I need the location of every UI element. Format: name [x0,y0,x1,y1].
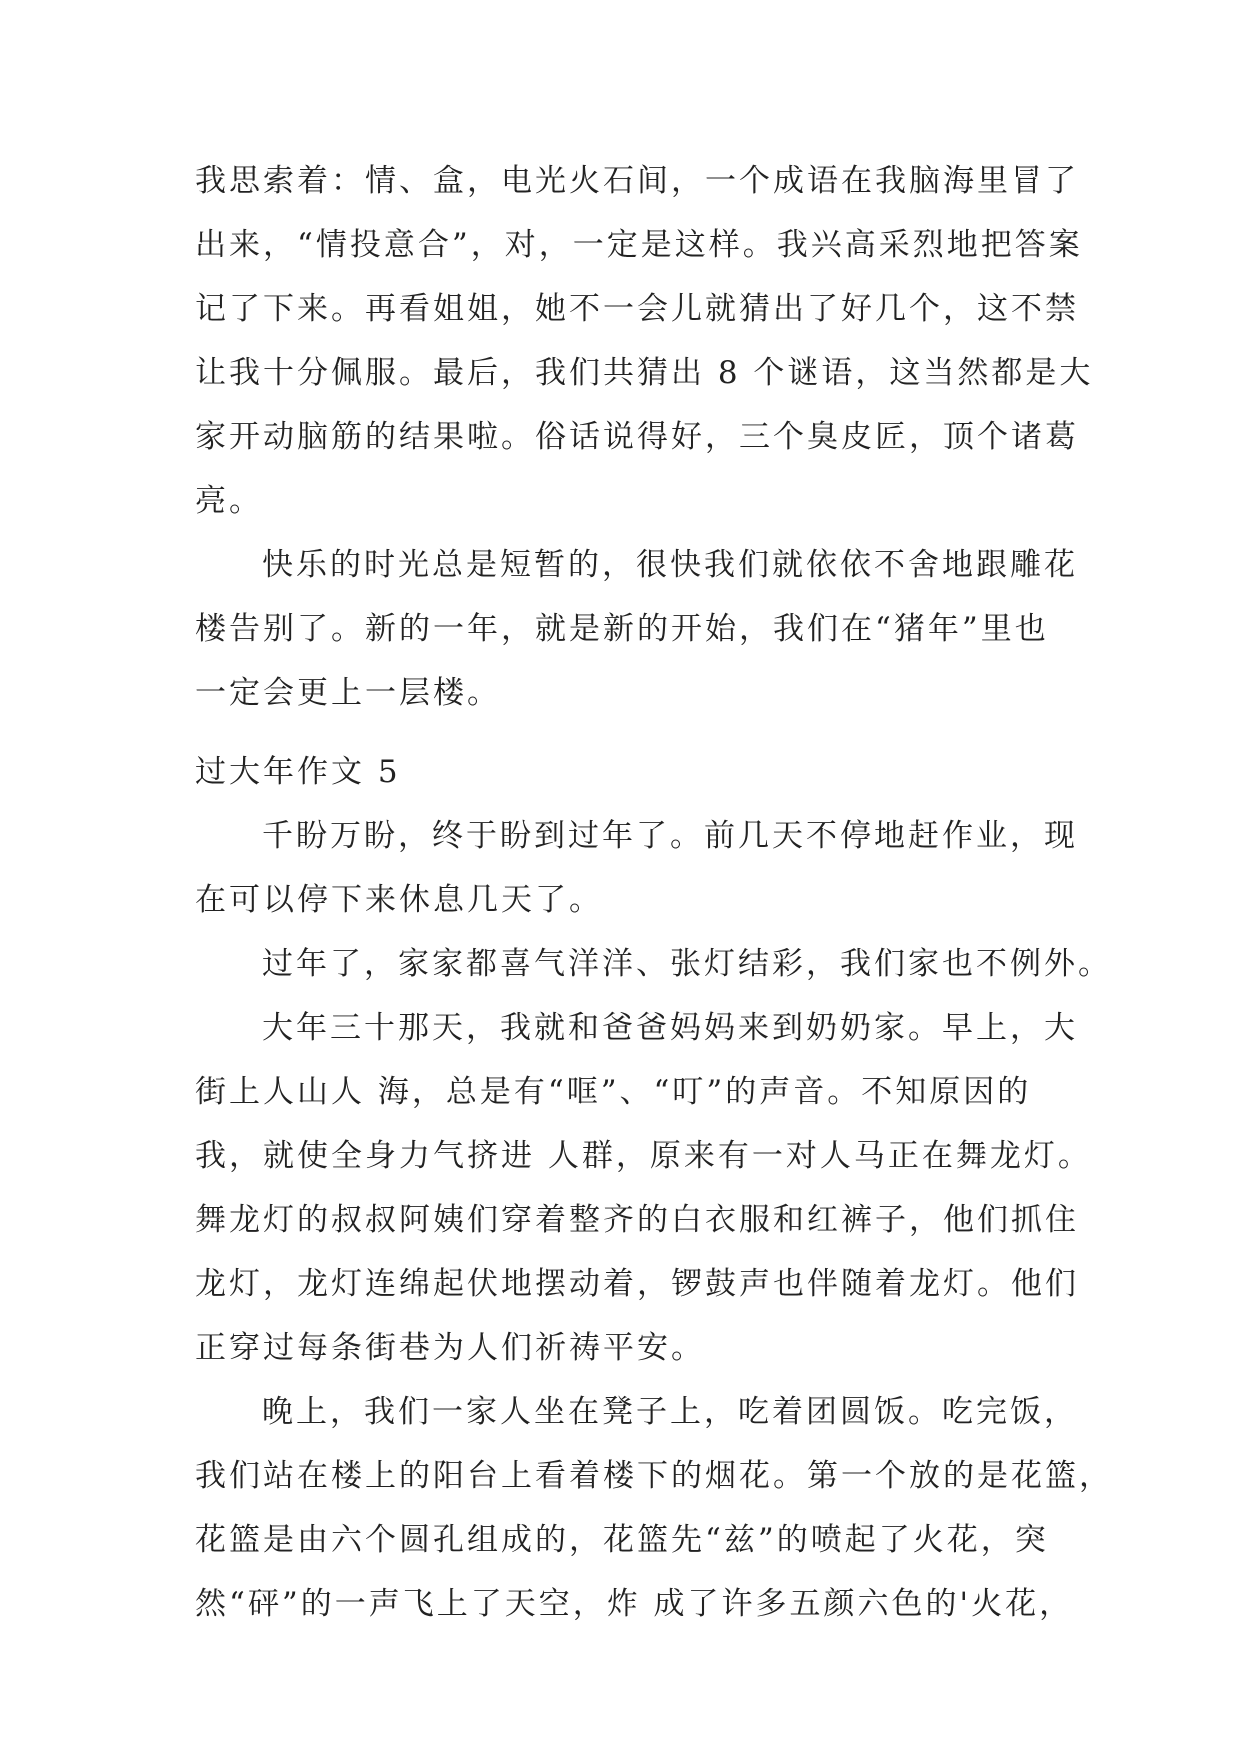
paragraph-line: 龙灯，龙灯连绵起伏地摆动着，锣鼓声也伴随着龙灯。他们 [195,1266,1079,1302]
paragraph-line: 过年了，家家都喜气洋洋、张灯结彩，我们家也不例外。 [262,946,1112,982]
essay-title: 过大年作文 5 [195,754,401,790]
essay-section [195,740,1113,1636]
paragraph-line: 花篮是由六个圆孔组成的，花篮先“兹”的喷起了火花，突 [195,1522,1049,1558]
paragraph-line: 快乐的时光总是短暂的，很快我们就依依不舍地跟雕花 [262,547,1078,583]
paragraph-line: 亮。 [195,483,263,519]
paragraph-line: 出来，“情投意合”，对，一定是这样。我兴高采烈地把答案 [195,227,1083,263]
paragraph-line: 我，就使全身力气挤进 人群，原来有一对人马正在舞龙灯。 [195,1138,1092,1174]
paragraph-line: 正穿过每条街巷为人们祈祷平安。 [195,1330,705,1366]
paragraph-line: 楼告别了。新的一年，就是新的开始，我们在“猪年”里也 [195,611,1049,647]
paragraph-line: 记了下来。再看姐姐，她不一会儿就猜出了好几个，这不禁 [195,291,1079,327]
paragraph-line: 大年三十那天，我就和爸爸妈妈来到奶奶家。早上，大 [262,1010,1078,1046]
paragraph-line: 我们站在楼上的阳台上看着楼下的烟花。第一个放的是花篮， [195,1458,1113,1494]
paragraph-line: 让我十分佩服。最后，我们共猜出 8 个谜语，这当然都是大 [195,355,1094,391]
paragraph-line: 家开动脑筋的结果啦。俗话说得好，三个臭皮匠，顶个诸葛 [195,419,1079,455]
paragraph-line: 街上人山人 海，总是有“哐”、“叮”的声音。不知原因的 [195,1074,1032,1110]
paragraph-line: 我思索着：情、盒，电光火石间，一个成语在我脑海里冒了 [195,163,1079,199]
continued-text [195,149,1094,725]
paragraph-line: 在可以停下来休息几天了。 [195,882,603,918]
paragraph-line: 舞龙灯的叔叔阿姨们穿着整齐的白衣服和红裤子，他们抓住 [195,1202,1079,1238]
paragraph-line: 然“砰”的一声飞上了天空，炸 成了许多五颜六色的'火花， [195,1586,1074,1622]
paragraph-line: 一定会更上一层楼。 [195,675,501,711]
paragraph-line: 千盼万盼，终于盼到过年了。前几天不停地赶作业，现 [262,818,1078,854]
paragraph-line: 晚上，我们一家人坐在凳子上，吃着团圆饭。吃完饭， [262,1394,1078,1430]
